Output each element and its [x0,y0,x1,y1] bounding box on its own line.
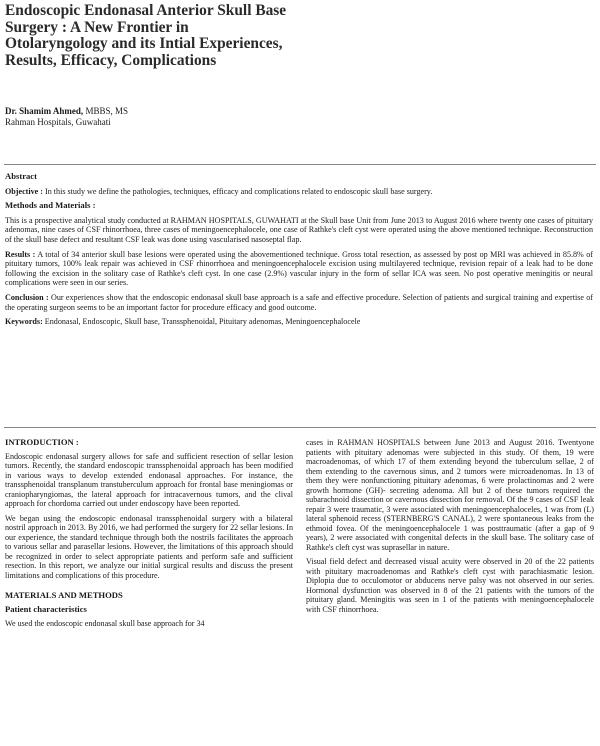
right-column [306,438,594,619]
introduction-heading: INTRODUCTION : [5,437,79,447]
body-paragraph: cases in RAHMAN HOSPITALS between June 2013 and August 2016. Twentyone patients with pituitary adenomas were subjected in this study. Of them, 19 were macroadenomas, of which 17 of them extending beyond the tuberculum sellae, 2 of them extending to the cavernous sinus, and 2 tumors were microadenomas. In 13 of them they were nonfunctioning pituitary adenomas, 6 were prolactinomas and 2 were growth hormone (GH)- secreting adenoma. All but 2 of these tumors required the subarachnoid dissection or cavernous dissection for removal. Of the 9 cases of CSF leak repair 3 were traumatic, 3 were associated with meningoencephaloceles, 1 was from (L) lateral sphenoid recess (STERNBERG'S CANAL), 2 were spontaneous leaks from the ethmoid fovea. Of the meningoencephalocele 1 was posttraumatic (after a gap of 9 years), 2 were associated with congenital defects in the skull base. The solitary case of Rathke's cleft cyst was suprasellar in nature. [306,438,594,552]
author-degrees: MBBS, MS [83,106,128,116]
abstract-section [5,172,593,332]
author-affiliation: Rahman Hospitals, Guwahati [5,117,111,127]
title-line: Otolaryngology and its Intial Experiences, [5,35,283,53]
title-line: Endoscopic Endonasal Anterior Skull Base [5,2,287,19]
title-line: Surgery : A New Frontier in [5,18,189,36]
author-line [5,106,128,117]
author-prefix: Dr. [5,106,20,116]
objective-label: Objective : [5,186,43,196]
introduction-paragraph: Endoscopic endonasal surgery allows for safe and sufficient resection of sellar lesion tumors. Recently, the standard endoscopic transsphenoidal approach has been modified in various ways to develop extended endonasal approaches. For instance, the transsphenoidal transplanum transtuberculum approach for frontal base meningiomas or craniopharyngiomas, the lateral approach for intracavernous tumors, and the clival approach for chordoma carried out under endoscopy have been reported. [5,451,293,508]
left-column [5,438,293,634]
article-title [5,3,335,69]
keywords-text: Endonasal, Endoscopic, Skull base, Transsphenoidal, Pituitary adenomas, Meningoencephalocele [42,317,361,327]
objective-text: In this study we define the pathologies, techniques, efficacy and complications related to endoscopic skull base surgery. [42,186,433,196]
abstract-bottom-divider [4,427,596,428]
abstract-results [5,250,593,288]
author-name: Shamim Ahmed, [19,106,84,116]
abstract-objective [5,187,593,197]
results-text: A total of 34 anterior skull base lesions were operated using the abovementioned technique. Gross total resection, as assessed by post op MRI was achieved in 85.8% of pituitary tumors, 100% leak repair was achieved in CSF rhinorrhoea and meningoencephalocele excision using multilayered technique, revision repair of a leak had to be done following the excision in the solitary case of Rathke's cleft cyst. In one case (2.9%) vascular injury in the form of sellar ICA was seen. No post operative meningitis or neural complications were seen in our series. [5,249,593,288]
abstract-top-divider [4,164,596,165]
conclusion-label: Conclusion : [5,292,49,302]
keywords-label: Keywords: [5,317,43,327]
body-paragraph: Visual field defect and decreased visual acuity were observed in 20 of the 22 patients with pituitary macroadenomas and Rathke's cleft cyst with parachiasmatic lesion. Diplopia due to occulomotor or abducens nerve palsy was not observed in our series. Hormonal dysfunction was observed in 8 of the 21 patients with the tumors of the pituitary gland. Meningitis was seen in 1 of the patients with meningoencephalocele with CSF rhinorrhoea. [306,557,594,614]
patient-characteristics-text: We used the endoscopic endonasal skull base approach for 34 [5,619,205,628]
materials-methods-heading: MATERIALS AND METHODS [5,590,123,600]
abstract-heading: Abstract [5,171,37,181]
patient-characteristics-heading: Patient characteristics [5,603,87,614]
abstract-keywords [5,317,593,327]
title-line: Results, Efficacy, Complications [5,51,217,69]
introduction-paragraph: We began using the endoscopic endonasal transsphenoidal surgery with a bilateral nostril approach in 2013. By 2016, we had performed the surgery for 22 sellar lesions. In our experience, the standard technique through both the nostrils facilitates the approach to various sellar and parasellar lesions. However, the limitations of this approach should be recognized in order to select appropriate patients and perform safe and sufficient resection. In this report, we analyze our initial surgical results and discuss the present limitations and complications of this procedure. [5,513,294,580]
methods-text: This is a prospective analytical study conducted at RAHMAN HOSPITALS, GUWAHATI at the Skull base Unit from June 2013 to August 2016 where twenty one cases of pituitary adenomas, nine cases of CSF rhinorrhoea, three cases of meningoencephalocele, one case of Rathke's cleft cyst were operated using the above mentioned technique. Reconstruction of the skull base defect and resultant CSF leak was done using vascularised nasoseptal flap. [5,215,593,244]
abstract-conclusion [5,293,593,312]
results-label: Results : [5,249,36,259]
conclusion-text: Our experiences show that the endoscopic endonasal skull base approach is a safe and effective procedure. Selection of patients and surgical training and expertise of the operating surgeon seems to be an important factor for procedure efficacy and good outcome. [5,292,593,312]
author-block [5,106,128,128]
methods-heading: Methods and Materials : [5,200,96,211]
